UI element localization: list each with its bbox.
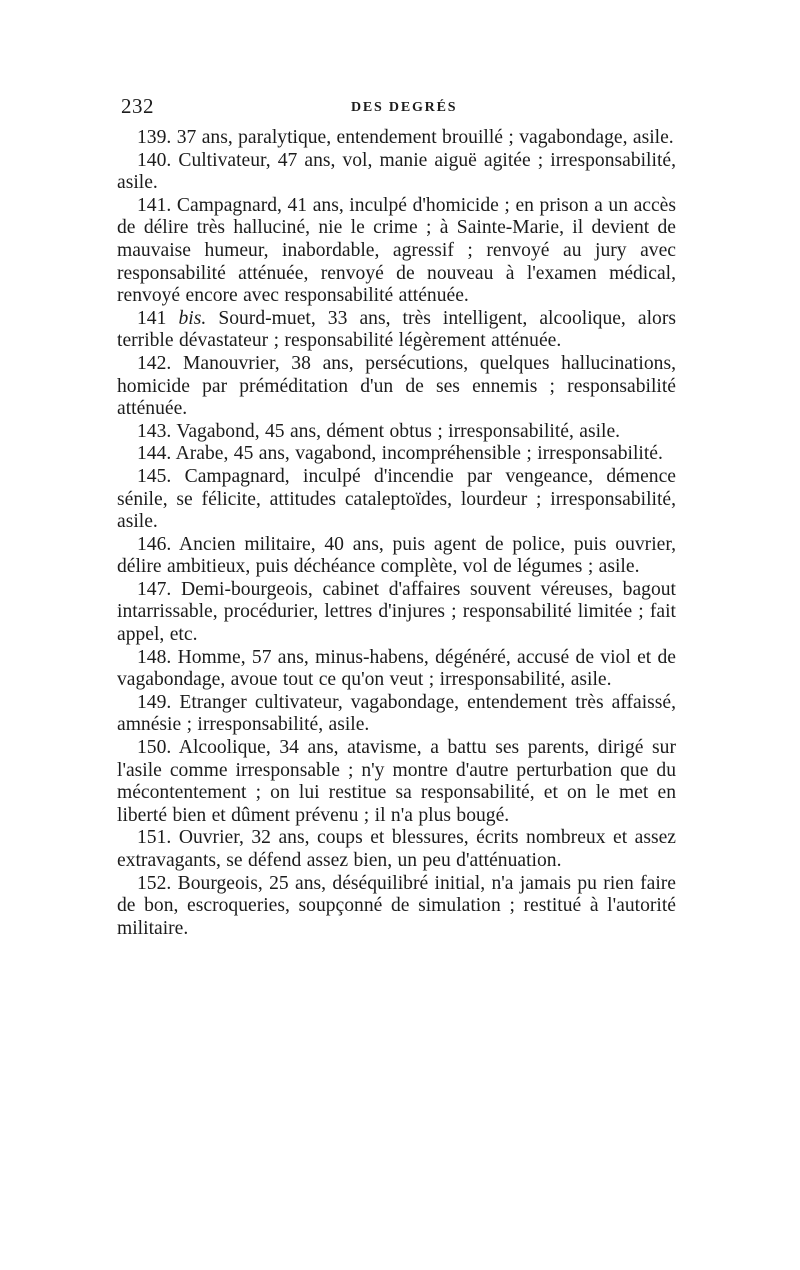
case-entry (117, 308, 676, 353)
case-number: 142. (137, 352, 172, 374)
case-text: Sourd-muet, 33 ans, très intelligent, alcoolique, alors terrible dévastateur ; responsabilité légèrement atténuée. (117, 307, 676, 352)
case-list (117, 127, 676, 940)
case-text: Alcoolique, 34 ans, atavisme, a battu ses parents, dirigé sur l'asile comme irresponsable ; n'y montre d'autre perturbation que du mécontentement ; on lui restitue sa responsabilité, et on le met en liberté bien et dûment prévenu ; il n'a plus bougé. (117, 737, 676, 826)
case-entry (117, 466, 676, 534)
case-entry (117, 737, 676, 827)
page-number: 232 (121, 94, 154, 118)
case-entry (117, 873, 676, 941)
case-number: 144. (137, 443, 172, 465)
case-text: Bourgeois, 25 ans, déséquilibré initial, n'a jamais pu rien faire de bon, escroqueries, soupçonné de simulation ; restitué à l'autorité militaire. (117, 872, 676, 939)
case-number: 141 (137, 307, 167, 329)
case-entry (117, 127, 676, 150)
case-entry (117, 692, 676, 737)
case-number: 151. (137, 827, 172, 849)
case-text: Vagabond, 45 ans, dément obtus ; irresponsabilité, asile. (176, 420, 621, 442)
case-number-suffix: bis. (178, 307, 207, 329)
case-text: Etranger cultivateur, vagabondage, entendement très affaissé, amnésie ; irresponsabilité, asile. (117, 691, 676, 736)
case-text: Campagnard, inculpé d'incendie par vengeance, démence sénile, se félicite, attitudes cataleptoïdes, lourdeur ; irresponsabilité, asile. (117, 465, 676, 533)
case-entry (117, 443, 676, 466)
case-text: Cultivateur, 47 ans, vol, manie aiguë agitée ; irresponsabilité, asile. (117, 149, 676, 194)
case-number: 149. (137, 691, 172, 713)
case-text: Homme, 57 ans, minus-habens, dégénéré, accusé de viol et de vagabondage, avoue tout ce qu'on veut ; irresponsabilité, asile. (117, 646, 676, 691)
case-number: 143. (137, 420, 172, 442)
case-number: 145. (137, 465, 172, 487)
case-text: Arabe, 45 ans, vagabond, incompréhensible ; irresponsabilité. (175, 443, 663, 465)
case-text: Demi-bourgeois, cabinet d'affaires souvent véreuses, bagout intarrissable, procédurier, lettres d'injures ; responsabilité limitée ; fait appel, etc. (117, 578, 676, 646)
case-entry (117, 353, 676, 421)
case-entry (117, 195, 676, 308)
case-entry (117, 827, 676, 872)
case-number: 139. (137, 127, 172, 148)
case-text: Ouvrier, 32 ans, coups et blessures, écrits nombreux et assez extravagants, se défend assez bien, un peu d'atténuation. (117, 827, 676, 871)
running-title: DES DEGRÉS (351, 100, 458, 115)
case-entry (117, 647, 676, 692)
case-text: Campagnard, 41 ans, inculpé d'homicide ; en prison a un accès de délire très halluciné, nie le crime ; à Sainte-Marie, il devient de mauvaise humeur, inabordable, agressif ; renvoyé au jury avec responsabilité atténuée, renvoyé de nouveau à l'examen médical, renvoyé encore avec responsabilité atténuée. (117, 194, 677, 307)
case-entry (117, 150, 676, 195)
case-entry (117, 579, 676, 647)
case-number: 141. (137, 194, 172, 216)
case-text: Manouvrier, 38 ans, persécutions, quelques hallucinations, homicide par préméditation d'un de ses ennemis ; responsabilité atténuée. (117, 352, 676, 420)
case-entry (117, 421, 676, 444)
case-entry (117, 534, 676, 579)
case-number: 150. (137, 737, 172, 759)
case-number: 148. (137, 646, 172, 668)
case-text: 37 ans, paralytique, entendement brouillé ; vagabondage, asile. (176, 127, 674, 148)
case-text: Ancien militaire, 40 ans, puis agent de police, puis ouvrier, délire ambitieux, puis déchéance complète, vol de légumes ; asile. (117, 533, 676, 578)
case-number: 146. (137, 533, 172, 555)
case-number: 152. (137, 872, 172, 894)
page-header (121, 94, 676, 124)
case-number: 140. (137, 149, 172, 171)
case-number: 147. (137, 578, 172, 600)
